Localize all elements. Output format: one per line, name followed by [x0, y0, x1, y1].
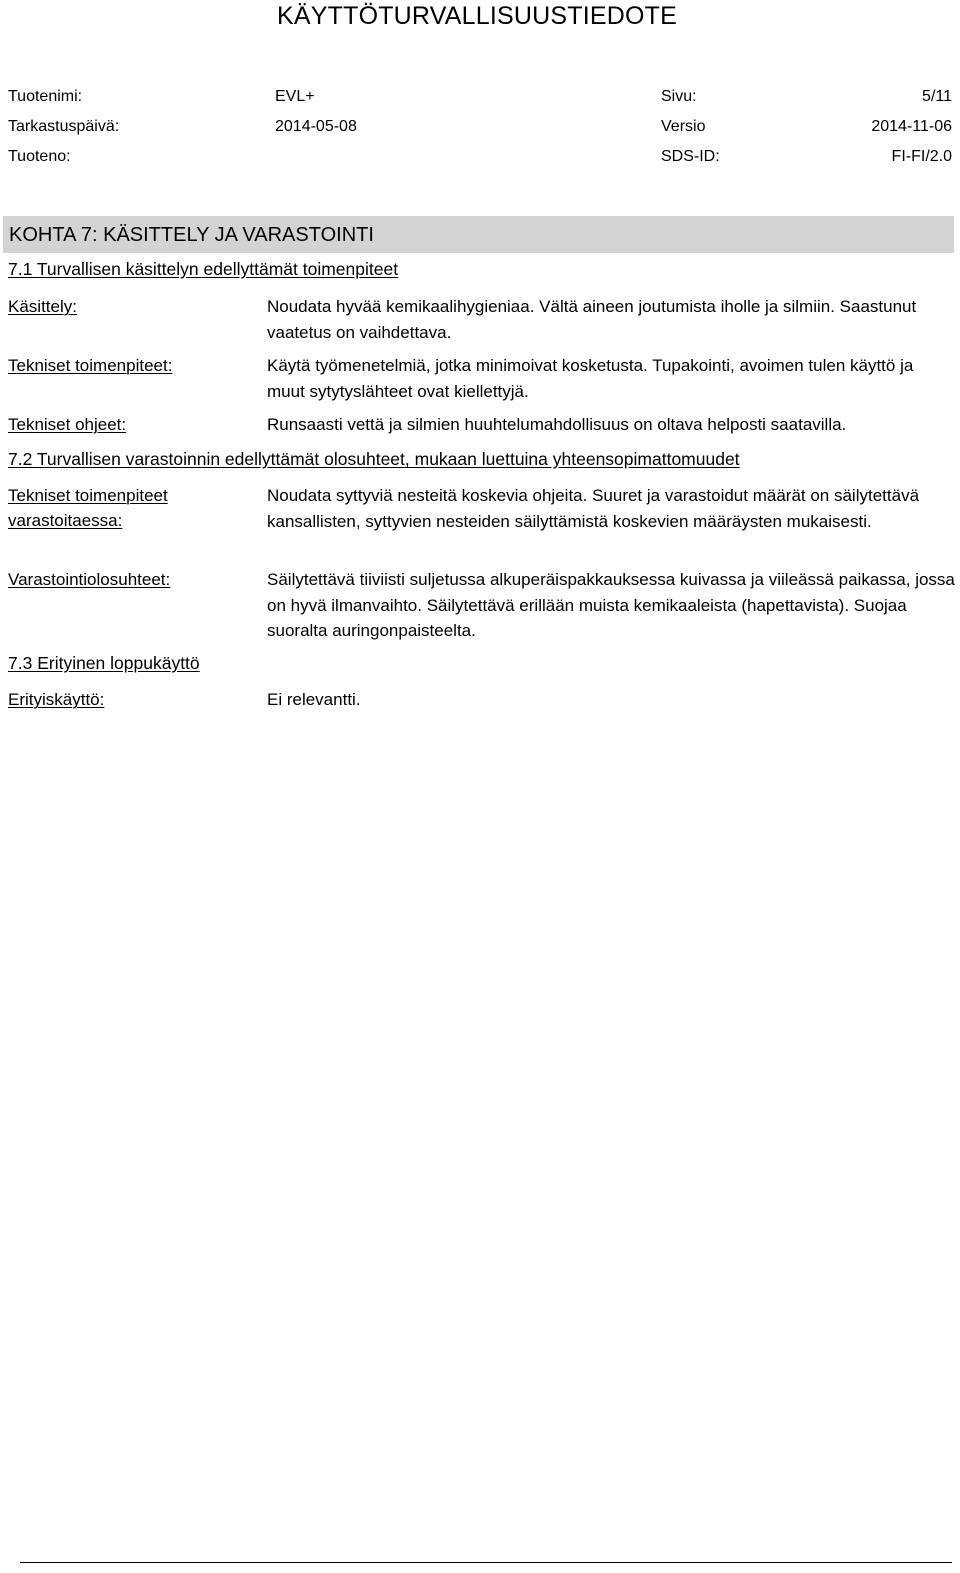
footer-divider — [20, 1562, 952, 1563]
version-label: Versio — [661, 118, 706, 135]
storage-technical-measures-label: Tekniset toimenpiteet varastoitaessa: — [8, 486, 168, 530]
handling-label: Käsittely: — [8, 297, 77, 316]
technical-measures-value: Käytä työmenetelmiä, jotka minimoivat kosketusta. Tupakointi, avoimen tulen käyttö ja muut sytytyslähteet ovat kiellettyjä. — [267, 356, 914, 401]
section-heading-band — [3, 216, 954, 253]
subsection-7-3-title: 7.3 Erityinen loppukäyttö — [8, 653, 200, 673]
storage-conditions-value: Säilytettävä tiiviisti suljetussa alkuperäispakkauksessa kuivassa ja viileässä paikassa, jossa on hyvä ilmanvaihto. Säilytettävä erillään muista kemikaaleista (hapettavista). Suojaa suoralta auringonpaisteelta. — [267, 570, 955, 640]
header-row-product-number — [8, 148, 952, 178]
sds-id-label: SDS-ID: — [661, 148, 720, 165]
product-name-label: Tuotenimi: — [8, 88, 83, 105]
sds-id-value: FI-FI/2.0 — [891, 148, 952, 165]
product-name-value: EVL+ — [275, 88, 315, 105]
section-title: KOHTA 7: KÄSITTELY JA VARASTOINTI — [9, 224, 374, 246]
document-title: KÄYTTÖTURVALLISUUSTIEDOTE — [277, 2, 677, 30]
page-label: Sivu: — [661, 88, 697, 105]
header-info-table — [8, 88, 952, 178]
product-number-label: Tuoteno: — [8, 148, 71, 165]
version-value: 2014-11-06 — [871, 118, 952, 135]
subsection-7-1-title: 7.1 Turvallisen käsittelyn edellyttämät toimenpiteet — [8, 259, 399, 279]
specific-use-label: Erityiskäyttö: — [8, 690, 105, 709]
header-row-revision-date — [8, 118, 952, 148]
technical-measures-label: Tekniset toimenpiteet: — [8, 356, 173, 375]
page-value: 5/11 — [922, 88, 952, 105]
storage-conditions-label: Varastointiolosuhteet: — [8, 570, 171, 589]
specific-use-value: Ei relevantti. — [267, 690, 361, 709]
revision-date-label: Tarkastuspäivä: — [8, 118, 120, 135]
technical-instructions-label: Tekniset ohjeet: — [8, 415, 127, 434]
technical-instructions-value: Runsaasti vettä ja silmien huuhtelumahdollisuus on oltava helposti saatavilla. — [267, 415, 847, 434]
handling-value: Noudata hyvää kemikaalihygieniaa. Vältä aineen joutumista iholle ja silmiin. Saastunut vaatetus on vaihdettava. — [267, 297, 917, 342]
header-row-product-name — [8, 88, 952, 118]
storage-technical-measures-value: Noudata syttyviä nesteitä koskevia ohjeita. Suuret ja varastoidut määrät on säilytettävä kansallisten, syttyvien nesteiden säilyttämistä koskevien määräysten mukaisesti. — [267, 486, 920, 531]
subsection-7-2-title: 7.2 Turvallisen varastoinnin edellyttämät olosuhteet, mukaan luettuina yhteensopimattomuudet — [8, 449, 740, 469]
revision-date-value: 2014-05-08 — [275, 118, 357, 135]
